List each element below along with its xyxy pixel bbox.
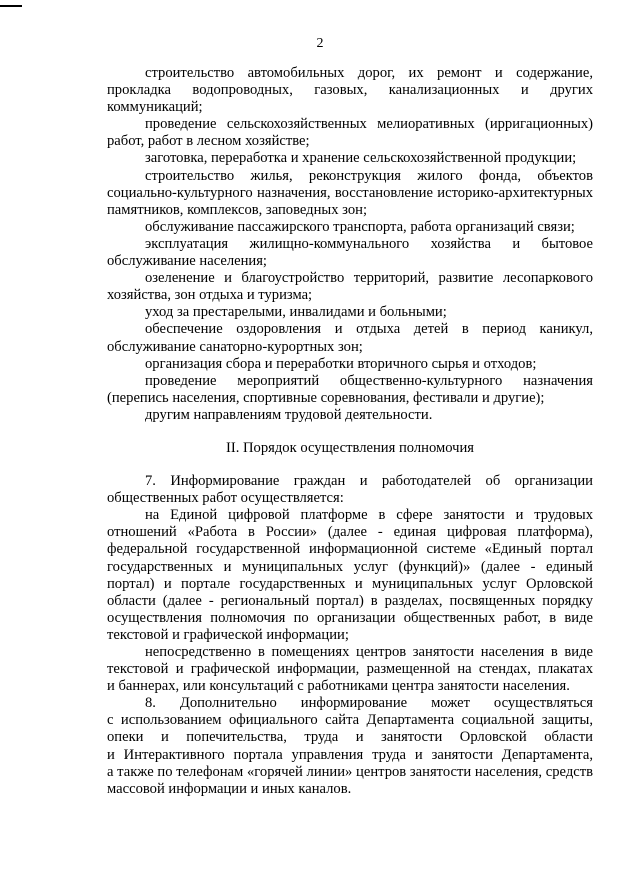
body-line: опеки и попечительства, труда и занятости Орловской области — [107, 729, 593, 746]
list-item-line: уход за престарелыми, инвалидами и больными; — [145, 304, 447, 321]
body-line: и Интерактивного портала управления труда и занятости Департамента, — [107, 746, 593, 763]
body-line: 7. Информирование граждан и работодателей об организации — [145, 473, 593, 490]
list-item-line: организация сбора и переработки вторичного сырья и отходов; — [145, 355, 537, 372]
list-item-paragraph — [107, 236, 593, 270]
list-item-paragraph — [107, 407, 593, 424]
body-line: непосредственно в помещениях центров занятости населения в виде — [145, 644, 593, 660]
work-types-list — [107, 65, 593, 424]
body-line: массовой информации и иных каналов. — [107, 780, 352, 797]
list-item-line: озеленение и благоустройство территорий, развитие лесопаркового — [145, 270, 593, 287]
list-item-paragraph — [107, 373, 593, 407]
list-item-line: проведение мероприятий общественно-культурного назначения — [145, 372, 593, 389]
body-line: государственных и муниципальных услуг (функций)» (далее - единый — [107, 558, 593, 575]
list-item-line: (перепись населения, спортивные соревнования, фестивали и другие); — [107, 389, 545, 406]
body-line: 8. Дополнительно информирование может осуществляться — [145, 695, 593, 712]
list-item-line: памятников, комплексов, заповедных зон; — [107, 201, 367, 218]
list-item-line: социально-культурного назначения, восстановление историко-архитектурных — [107, 184, 593, 201]
body-paragraph — [107, 507, 593, 644]
body-line: и баннерах, или консультаций с работниками центра занятости населения. — [107, 678, 570, 695]
body-line: на Единой цифровой платформе в сфере занятости и трудовых — [145, 507, 593, 524]
list-item-paragraph — [107, 356, 593, 373]
body-line: области (далее - региональный портал) в разделах, посвященных порядку — [107, 592, 593, 609]
list-item-paragraph — [107, 116, 593, 150]
list-item-line: проведение сельскохозяйственных мелиоративных (ирригационных) — [145, 116, 593, 133]
body-line: общественных работ осуществляется: — [107, 490, 344, 507]
body-line: с использованием официального сайта Департамента социальной защиты, — [107, 712, 593, 729]
document-body — [107, 65, 593, 798]
body-paragraph — [107, 695, 593, 798]
list-item-line: коммуникаций; — [107, 99, 203, 116]
list-item-paragraph — [107, 168, 593, 219]
list-item-line: обслуживание населения; — [107, 253, 267, 270]
body-line: текстовой и графической информации; — [107, 626, 349, 643]
body-line: а также по телефонам «горячей линии» центров занятости населения, средств — [107, 763, 593, 780]
list-item-paragraph — [107, 65, 593, 116]
list-item-paragraph — [107, 270, 593, 304]
list-item-line: работ, работ в лесном хозяйстве; — [107, 133, 310, 150]
body-line: осуществления полномочия по организации общественных работ, в виде — [107, 609, 593, 626]
list-item-line: прокладка водопроводных, газовых, канализационных и других — [107, 82, 593, 99]
list-item-line: строительство жилья, реконструкция жилого фонда, объектов — [145, 167, 593, 184]
list-item-paragraph — [107, 304, 593, 321]
page-number: 2 — [316, 36, 324, 51]
list-item-line: обеспечение оздоровления и отдыха детей в период каникул, — [145, 321, 593, 338]
list-item-line: хозяйства, зон отдыха и туризма; — [107, 287, 313, 304]
list-item-line: заготовка, переработка и хранение сельскохозяйственной продукции; — [145, 150, 577, 167]
body-line: федеральной государственной информационной системе «Единый портал — [107, 541, 593, 558]
section-heading: II. Порядок осуществления полномочия — [226, 439, 474, 456]
body-paragraph — [107, 644, 593, 695]
body-line: текстовой и графической информации, размещенной на стендах, плакатах — [107, 661, 593, 678]
list-item-paragraph — [107, 321, 593, 355]
list-item-line: обслуживание санаторно-курортных зон; — [107, 338, 363, 355]
section-body — [107, 473, 593, 798]
list-item-line: эксплуатация жилищно-коммунального хозяйства и бытовое — [145, 235, 593, 252]
body-paragraph — [107, 473, 593, 507]
body-line: отношений «Работа в России» (далее - единая цифровая платформа), — [107, 524, 593, 541]
corner-mark — [0, 5, 22, 7]
list-item-line: строительство автомобильных дорог, их ремонт и содержание, — [145, 65, 593, 81]
list-item-line: другим направлениям трудовой деятельности. — [145, 406, 433, 423]
list-item-line: обслуживание пассажирского транспорта, работа организаций связи; — [145, 218, 575, 235]
list-item-paragraph — [107, 150, 593, 167]
list-item-paragraph — [107, 219, 593, 236]
body-line: портал) и портале государственных и муниципальных услуг Орловской — [107, 575, 593, 592]
